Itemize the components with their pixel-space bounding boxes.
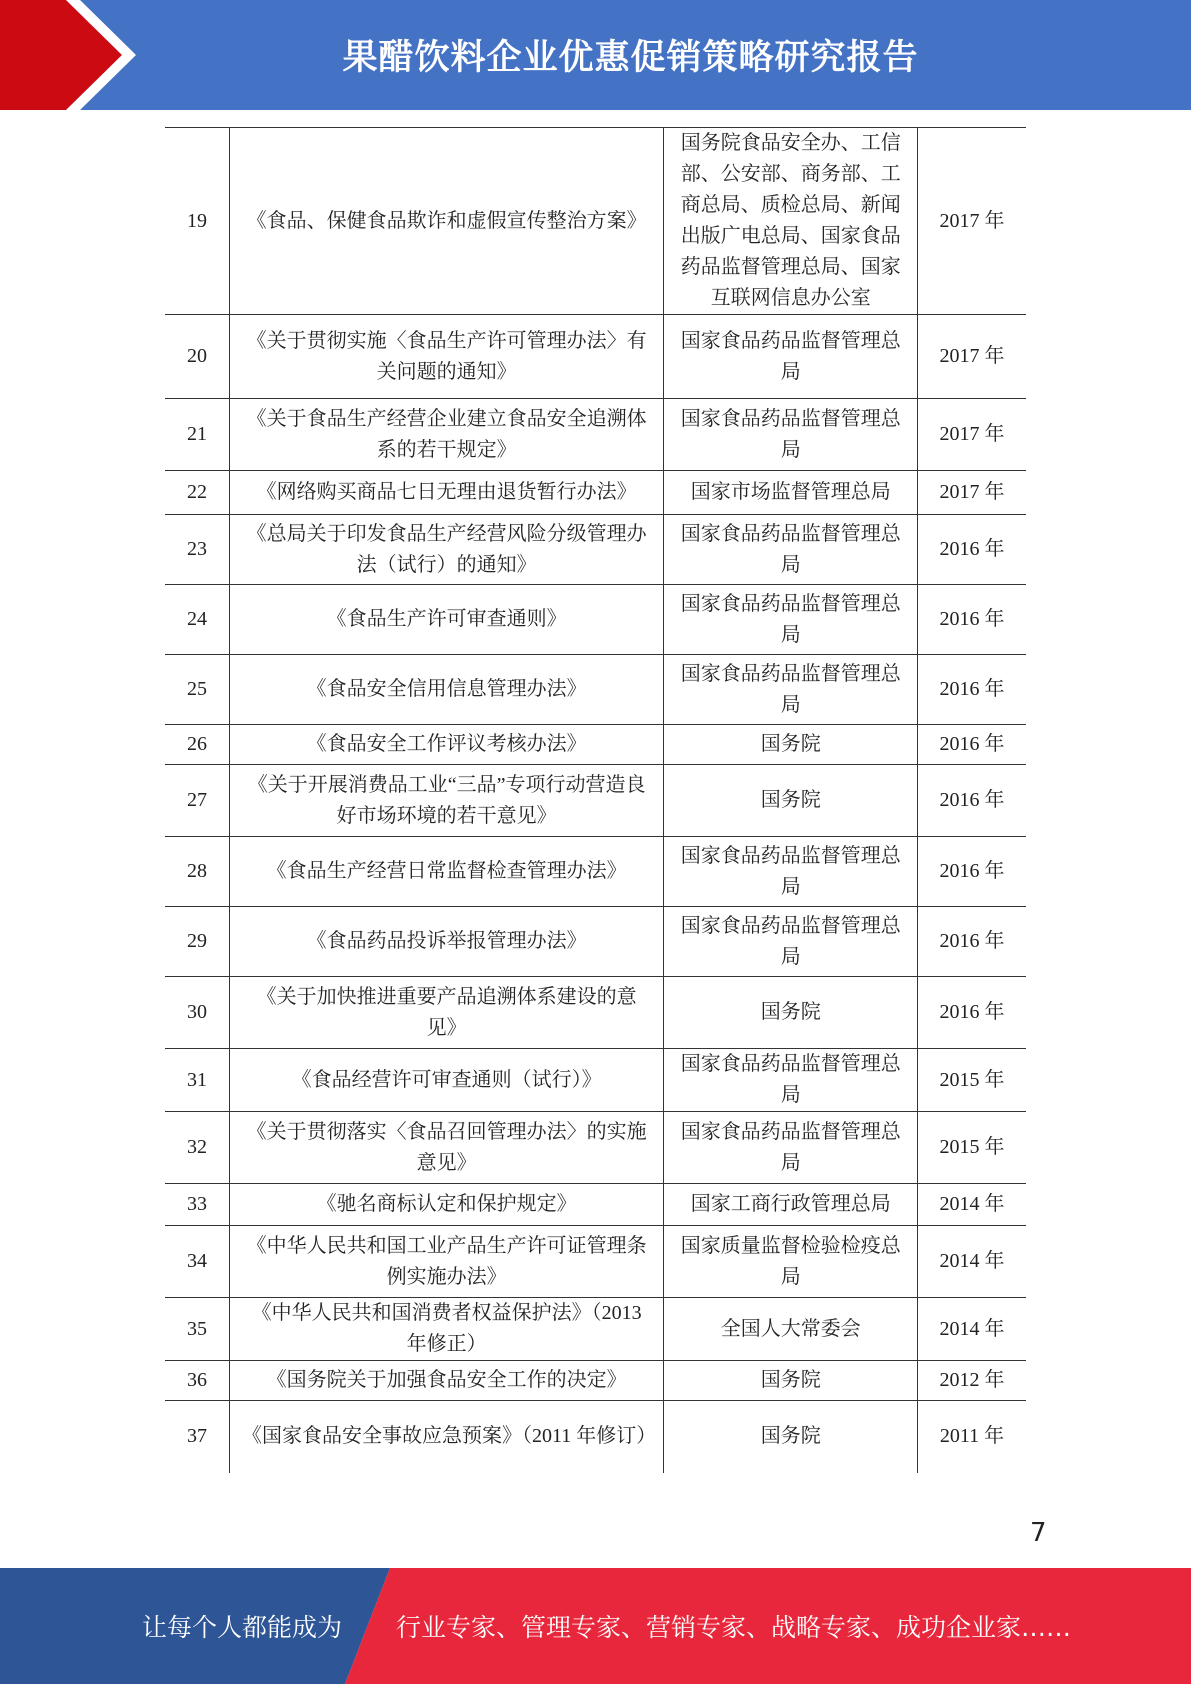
issue-year: 2017 年 — [918, 399, 1026, 471]
table-row — [165, 725, 1026, 765]
issuing-authority: 国家食品药品监督管理总局 — [664, 399, 918, 471]
table-row — [165, 1298, 1026, 1361]
issuing-authority: 全国人大常委会 — [664, 1298, 918, 1361]
issuing-authority: 国家食品药品监督管理总局 — [664, 907, 918, 977]
issuing-authority: 国家食品药品监督管理总局 — [664, 837, 918, 907]
regulation-name: 《食品、保健食品欺诈和虚假宣传整治方案》 — [229, 128, 663, 315]
row-number: 26 — [165, 725, 229, 765]
row-number: 20 — [165, 315, 229, 399]
issue-year: 2017 年 — [918, 471, 1026, 515]
row-number: 29 — [165, 907, 229, 977]
footer-slogan-left: 让每个人都能成为 — [142, 1613, 343, 1642]
page-title: 果醋饮料企业优惠促销策略研究报告 — [342, 38, 919, 78]
table-row — [165, 837, 1026, 907]
issue-year: 2017 年 — [918, 128, 1026, 315]
regulation-name: 《关于贯彻落实〈食品召回管理办法〉的实施意见》 — [229, 1112, 663, 1184]
regulation-name: 《食品经营许可审查通则（试行）》 — [229, 1049, 663, 1112]
regulations-table — [165, 127, 1026, 1473]
issuing-authority: 国家食品药品监督管理总局 — [664, 655, 918, 725]
regulation-name: 《驰名商标认定和保护规定》 — [229, 1184, 663, 1226]
table-row — [165, 655, 1026, 725]
page-header — [0, 0, 1191, 110]
row-number: 21 — [165, 399, 229, 471]
regulation-name: 《关于贯彻实施〈食品生产许可管理办法〉有关问题的通知》 — [229, 315, 663, 399]
row-number: 36 — [165, 1361, 229, 1401]
row-number: 31 — [165, 1049, 229, 1112]
table-row — [165, 1184, 1026, 1226]
table-row — [165, 1401, 1026, 1473]
regulation-name: 《食品安全信用信息管理办法》 — [229, 655, 663, 725]
issuing-authority: 国家质量监督检验检疫总局 — [664, 1226, 918, 1298]
table-row — [165, 1112, 1026, 1184]
issuing-authority: 国务院 — [664, 1401, 918, 1473]
issue-year: 2016 年 — [918, 585, 1026, 655]
issue-year: 2011 年 — [918, 1401, 1026, 1473]
page-footer — [0, 1568, 1191, 1684]
issue-year: 2016 年 — [918, 907, 1026, 977]
issue-year: 2015 年 — [918, 1049, 1026, 1112]
issue-year: 2012 年 — [918, 1361, 1026, 1401]
regulation-name: 《关于食品生产经营企业建立食品安全追溯体系的若干规定》 — [229, 399, 663, 471]
row-number: 34 — [165, 1226, 229, 1298]
table-row — [165, 1361, 1026, 1401]
issue-year: 2014 年 — [918, 1298, 1026, 1361]
row-number: 25 — [165, 655, 229, 725]
table-row — [165, 471, 1026, 515]
issue-year: 2016 年 — [918, 515, 1026, 585]
regulation-name: 《关于开展消费品工业“三品”专项行动营造良好市场环境的若干意见》 — [229, 765, 663, 837]
table-row — [165, 977, 1026, 1049]
regulation-name: 《网络购买商品七日无理由退货暂行办法》 — [229, 471, 663, 515]
table-row — [165, 907, 1026, 977]
issuing-authority: 国家工商行政管理总局 — [664, 1184, 918, 1226]
issue-year: 2016 年 — [918, 837, 1026, 907]
regulation-name: 《食品生产许可审查通则》 — [229, 585, 663, 655]
regulation-name: 《总局关于印发食品生产经营风险分级管理办法（试行）的通知》 — [229, 515, 663, 585]
row-number: 32 — [165, 1112, 229, 1184]
table-row — [165, 765, 1026, 837]
regulation-name: 《食品安全工作评议考核办法》 — [229, 725, 663, 765]
row-number: 35 — [165, 1298, 229, 1361]
table-row — [165, 399, 1026, 471]
issue-year: 2016 年 — [918, 765, 1026, 837]
regulation-name: 《中华人民共和国工业产品生产许可证管理条例实施办法》 — [229, 1226, 663, 1298]
table-row — [165, 1226, 1026, 1298]
table-row — [165, 128, 1026, 315]
issue-year: 2015 年 — [918, 1112, 1026, 1184]
issue-year: 2016 年 — [918, 977, 1026, 1049]
issue-year: 2014 年 — [918, 1184, 1026, 1226]
issue-year: 2014 年 — [918, 1226, 1026, 1298]
issuing-authority: 国务院食品安全办、工信部、公安部、商务部、工商总局、质检总局、新闻出版广电总局、国家食品药品监督管理总局、国家互联网信息办公室 — [664, 128, 918, 315]
issuing-authority: 国家食品药品监督管理总局 — [664, 1049, 918, 1112]
row-number: 23 — [165, 515, 229, 585]
page-number: 7 — [1030, 1518, 1047, 1548]
issuing-authority: 国务院 — [664, 977, 918, 1049]
issue-year: 2016 年 — [918, 655, 1026, 725]
header-arrow-decoration — [0, 0, 150, 110]
issuing-authority: 国家食品药品监督管理总局 — [664, 315, 918, 399]
row-number: 19 — [165, 128, 229, 315]
issuing-authority: 国家食品药品监督管理总局 — [664, 585, 918, 655]
table-row — [165, 1049, 1026, 1112]
row-number: 33 — [165, 1184, 229, 1226]
table-row — [165, 315, 1026, 399]
issue-year: 2016 年 — [918, 725, 1026, 765]
regulation-name: 《食品生产经营日常监督检查管理办法》 — [229, 837, 663, 907]
regulation-name: 《国家食品安全事故应急预案》（2011 年修订） — [229, 1401, 663, 1473]
regulation-name: 《中华人民共和国消费者权益保护法》（2013 年修正） — [229, 1298, 663, 1361]
row-number: 28 — [165, 837, 229, 907]
row-number: 30 — [165, 977, 229, 1049]
issuing-authority: 国家食品药品监督管理总局 — [664, 1112, 918, 1184]
regulation-name: 《国务院关于加强食品安全工作的决定》 — [229, 1361, 663, 1401]
row-number: 27 — [165, 765, 229, 837]
row-number: 24 — [165, 585, 229, 655]
issuing-authority: 国家市场监督管理总局 — [664, 471, 918, 515]
issuing-authority: 国家食品药品监督管理总局 — [664, 515, 918, 585]
footer-slogan-right: 行业专家、管理专家、营销专家、战略专家、成功企业家…… — [396, 1613, 1072, 1642]
regulation-name: 《食品药品投诉举报管理办法》 — [229, 907, 663, 977]
row-number: 22 — [165, 471, 229, 515]
issuing-authority: 国务院 — [664, 765, 918, 837]
table-row — [165, 585, 1026, 655]
issuing-authority: 国务院 — [664, 1361, 918, 1401]
issuing-authority: 国务院 — [664, 725, 918, 765]
issue-year: 2017 年 — [918, 315, 1026, 399]
table-row — [165, 515, 1026, 585]
row-number: 37 — [165, 1401, 229, 1473]
regulation-name: 《关于加快推进重要产品追溯体系建设的意见》 — [229, 977, 663, 1049]
